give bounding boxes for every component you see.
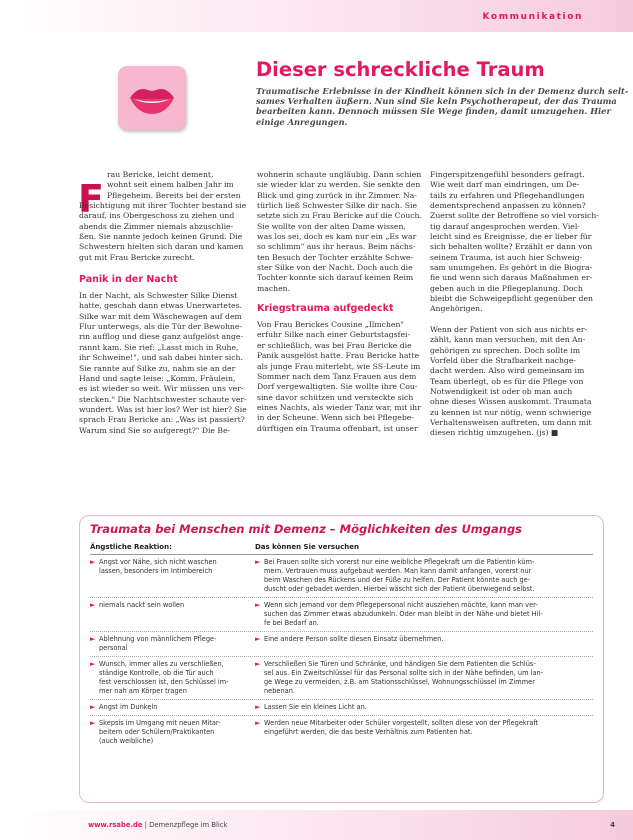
cell-line: lassen, besonders im Intimbereich <box>99 567 213 575</box>
text-line: Vorfeld über die Strafbarkeit nachge- <box>430 355 576 365</box>
lips-icon <box>118 66 186 130</box>
text-line: Sie wollte von der alten Dame wissen, <box>257 221 406 231</box>
cell-line: personal <box>99 644 128 652</box>
text-line: wohnt seit einem halben Jahr im <box>107 180 234 190</box>
cell-line: beitern oder Schülern/Praktikanten <box>99 728 215 736</box>
cell-line: mer nah am Körper tragen <box>99 687 187 695</box>
intro-text <box>256 86 629 127</box>
text-line: ster Silke von der Nacht. Doch auch die <box>257 263 413 273</box>
text-line: dacht werden. Also wird gemeinsam im <box>430 366 585 376</box>
intro-line: Traumatische Erlebnisse in der Kindheit können sich in der Demenz durch selt- <box>256 86 629 96</box>
text-line: gut mit Frau Bericke zurecht. <box>79 252 195 262</box>
text-line: wohnerin schaute ungläubig. Dann schien <box>257 170 422 179</box>
intro-line: sames Verhalten äußern. Nun sind Sie kein Psychotherapeut, der das Trauma <box>256 96 617 107</box>
text-line: bleibt die Schweigepflicht gegenüber den <box>430 294 593 304</box>
text-line: es ist wieder so weit. Wir müssen uns ver- <box>79 384 244 394</box>
column-header-reaction: Ängstliche Reaktion: <box>90 543 172 551</box>
text-line: was los sei, doch es kam nur ein „Es war <box>257 232 417 242</box>
text-line: Warum sind Sie so aufgeregt?" Die Be- <box>79 425 231 435</box>
text-line: setzte sich zu Frau Bericke auf die Couch. <box>257 211 422 221</box>
triangle-bullet-icon: ► <box>255 703 261 711</box>
text-line: Tochter konnte sich darauf keinen Reim <box>257 273 414 283</box>
text-line: wundert. Was ist hier los? Wer ist hier? Sie <box>79 404 247 414</box>
triangle-bullet-icon: ► <box>255 601 261 609</box>
text-line: Silke war mit dem Wäschewagen auf dem <box>79 311 242 321</box>
cell-line: sel aus. Ein Zweitschlüssel für das Personal sollte sich in der Nähe befinden, um lan- <box>264 669 544 677</box>
text-line: zu kennen ist nur nötig, wenn schwierige <box>430 407 592 417</box>
section-label: Kommunikation <box>482 12 583 22</box>
text-line: ihr Schweine!", und sah dabei hinter sich. <box>79 353 243 363</box>
text-line: eines Nachts, als wieder Tanz war, mit ihr <box>257 402 421 412</box>
text-line: Wenn der Patient von sich aus nichts er- <box>430 324 588 334</box>
text-line: so schlimm" aus ihr heraus. Beim nächs- <box>257 242 416 252</box>
article-column-2 <box>257 170 422 434</box>
drop-cap: F <box>78 177 104 221</box>
cell-line: ge Wege zu vermeiden, z.B. am Stationsschlüssel, Wohnungsschlüssel im Zimmer <box>264 678 535 686</box>
cell-line: Wunsch, immer alles zu verschließen, <box>99 660 224 668</box>
table-row <box>90 657 593 700</box>
cell-line: Ablehnung von männlichem Pflege- <box>99 635 217 643</box>
cell-line: Angst vor Nähe, sich nicht waschen <box>99 558 217 566</box>
text-line: tig darauf angesprochen werden. Viel- <box>430 221 580 231</box>
subheading: Kriegstrauma aufgedeckt <box>257 303 394 315</box>
text-line: geben auch in die Pflegeplanung. Doch <box>430 283 583 293</box>
text-line: machen. <box>257 283 291 293</box>
text-line: rau Bericke, leicht dement, <box>107 170 214 179</box>
triangle-bullet-icon: ► <box>90 703 96 711</box>
text-line: abends die Zimmer niemals abzuschlie- <box>79 221 234 231</box>
table-row <box>90 598 593 632</box>
cell-line: fe bei Bedarf an. <box>264 619 319 627</box>
cell-line: suchen das Zimmer etwas abzudunkeln. Oder man bleibt in der Nähe und bietet Hil- <box>264 610 543 618</box>
footer-magazine: Demenzpflege im Blick <box>149 821 228 829</box>
text-line: leicht sind es Ereignisse, die er lieber für <box>430 232 592 242</box>
triangle-bullet-icon: ► <box>255 635 261 643</box>
text-line: tails zu erfahren und Pflegehandlungen <box>430 190 585 200</box>
triangle-bullet-icon: ► <box>90 660 96 668</box>
text-line: hatte, geschah dann etwas Unerwartetes. <box>79 301 242 311</box>
text-line: in der Scheune. Wenn sich bei Pflegebe- <box>257 413 414 423</box>
text-line: Sommer nach dem Tanz Frauen aus dem <box>257 371 417 381</box>
text-line: Sie rannte auf Silke zu, nahm sie an der <box>79 363 236 373</box>
text-line: Dorf vergewaltigten. Sie wollte ihre Cou- <box>257 382 418 392</box>
cell-line: Wenn sich jemand vor dem Pflegepersonal nicht ausziehen möchte, kann man ver- <box>264 601 538 609</box>
text-line: Wie weit darf man eindringen, um De- <box>430 180 580 190</box>
text-line: diesen richtig umzugehen. (js) ■ <box>430 428 559 438</box>
text-line: Hand und sagte leise: „Komm, Fräulein, <box>79 373 236 383</box>
table-row <box>90 632 593 657</box>
table-header <box>90 543 593 555</box>
cell-line: nebenan. <box>264 687 295 695</box>
triangle-bullet-icon: ► <box>255 558 261 566</box>
text-line: Fingerspitzengefühl besonders gefragt. <box>430 170 585 179</box>
text-line: sam unumgehen. Es gehört in die Biogra- <box>430 263 593 273</box>
info-box-title: Traumata bei Menschen mit Demenz – Möglichkeiten des Umgangs <box>90 522 523 536</box>
text-line: gehörigen zu sprechen. Doch sollte im <box>430 345 581 355</box>
text-line: Zuerst sollte der Betroffene so viel vorsich- <box>430 211 599 221</box>
text-line: Besichtigung mit ihrer Tochter bestand sie <box>79 201 247 211</box>
cell-line: Bei Frauen sollte sich vorerst nur eine weibliche Pflegekraft um die Patientin küm- <box>264 558 535 566</box>
footer-credit <box>88 821 227 829</box>
text-line: ßen. Sie nannte jedoch keinen Grund. Die <box>79 232 243 242</box>
text-line: sprach Frau Bericke an: „Was ist passiert? <box>79 415 245 425</box>
text-line: In der Nacht, als Schwester Silke Dienst <box>79 291 238 301</box>
page-number: 4 <box>610 821 615 829</box>
text-line: sich behalten wollte? Erzählt er dann von <box>430 242 593 252</box>
triangle-bullet-icon: ► <box>90 635 96 643</box>
cell-line: eingeführt werden, die das beste Verhältnis zum Patienten hat. <box>264 728 473 736</box>
article-column-1 <box>79 170 247 436</box>
intro-line: einige Anregungen. <box>256 116 348 127</box>
cell-line: Eine andere Person sollte diesen Einsatz übernehmen. <box>264 635 444 643</box>
text-line: Panik ausgelöst hatte. Frau Bericke hatte <box>257 351 420 361</box>
column-header-action: Das können Sie versuchen <box>255 543 359 551</box>
subheading: Panik in der Nacht <box>79 274 178 286</box>
cell-line: mern. Vertrauen muss aufgebaut werden. Man kann damit anfangen, vorerst nur <box>264 567 532 575</box>
text-line: seinem Trauma, ist auch hier Schweig- <box>430 252 583 262</box>
triangle-bullet-icon: ► <box>90 719 96 727</box>
text-line: Pflegeheim. Bereits bei der ersten <box>107 190 241 200</box>
text-line: Verhaltensweisen auftreten, um dann mit <box>430 417 592 427</box>
article-column-3 <box>430 170 598 439</box>
text-line: Notwendigkeit ist oder ob man auch <box>430 386 573 396</box>
cell-line: Angst im Dunkeln <box>99 703 158 711</box>
text-line: ten Besuch der Tochter erzählte Schwe- <box>257 252 414 262</box>
cell-line: niemals nackt sein wollen <box>99 601 185 609</box>
table-row <box>90 700 593 716</box>
page-title: Dieser schreckliche Traum <box>256 58 545 81</box>
cell-line: Lassen Sie ein kleines Licht an. <box>264 703 367 711</box>
cell-line: Werden neue Mitarbeiter oder Schüler vorgestellt, sollten diese von der Pflegekraft <box>264 719 539 727</box>
table-row <box>90 555 593 598</box>
cell-line: duscht oder gebadet werden. Hierbei wäscht sich der Patient überwiegend selbst. <box>264 585 535 593</box>
text-line: darauf, ins Obergeschoss zu ziehen und <box>79 211 235 221</box>
info-table <box>90 543 593 749</box>
text-line: ohne dieses Wissen auskommt. Traumata <box>430 397 592 407</box>
text-line: Flur unterwegs, als die Tür der Bewohne- <box>79 322 243 332</box>
text-line: erfuhr Silke nach einer Geburtstagsfei- <box>257 330 411 340</box>
triangle-bullet-icon: ► <box>255 719 261 727</box>
cell-line: fest verschlossen ist, den Schlüssel im- <box>99 678 229 686</box>
text-line: Angehörigen. <box>430 304 483 314</box>
text-line: sine davor schützen und versteckte sich <box>257 392 414 402</box>
text-line: dürftigen ein Trauma offenbart, ist unser <box>257 423 418 433</box>
text-line: Team überlegt, ob es für die Pflege von <box>430 376 584 386</box>
text-line: dementsprechend anpassen zu können? <box>430 201 586 211</box>
intro-line: bearbeiten kann. Dennoch müssen Sie Wege finden, damit umzugehen. Hier <box>256 106 611 117</box>
cell-line: Verschließen Sie Türen und Schränke, und händigen Sie dem Patienten die Schlüs- <box>264 660 536 668</box>
triangle-bullet-icon: ► <box>255 660 261 668</box>
cell-line: Skepsis im Umgang mit neuen Mitar- <box>99 719 221 727</box>
text-line: zählt, kann man versuchen, mit den An- <box>430 335 586 345</box>
text-line: als junge Frau miterlebt, wie SS-Leute im <box>257 361 421 371</box>
text-line: stecken." Die Nachtschwester schaute ver- <box>79 394 247 404</box>
footer-url[interactable]: www.rsabe.de <box>88 821 143 829</box>
cell-line: beim Waschen des Rückens und der Füße zu helfen. Der Patient könnte auch ge- <box>264 576 531 584</box>
triangle-bullet-icon: ► <box>90 601 96 609</box>
text-line: fie und wenn sich daraus Maßnahmen er- <box>430 273 593 283</box>
footer-separator: | <box>142 821 150 829</box>
text-line: sie wieder klar zu werden. Sie senkte den <box>257 180 421 190</box>
table-row <box>90 716 593 749</box>
text-line: rin aufflog und diese ganz aufgelöst ange- <box>79 332 244 342</box>
text-line: Schwestern hielten sich daran und kamen <box>79 242 244 252</box>
cell-line: (auch weibliche) <box>99 737 154 745</box>
cell-line: ständige Kontrolle, ob die Tür auch <box>99 669 214 677</box>
text-line: Blick und ging zurück in ihr Zimmer. Na- <box>257 190 417 200</box>
text-line: rannt kam. Sie rief: „Lasst mich in Ruhe, <box>79 342 239 352</box>
text-line: Von Frau Berickes Cousine „Ilmchen" <box>257 320 404 330</box>
triangle-bullet-icon: ► <box>90 558 96 566</box>
text-line: türlich ließ Schwester Silke dir nach. Sie <box>257 201 418 211</box>
text-line: er schließlich, was bei Frau Bericke die <box>257 340 412 350</box>
